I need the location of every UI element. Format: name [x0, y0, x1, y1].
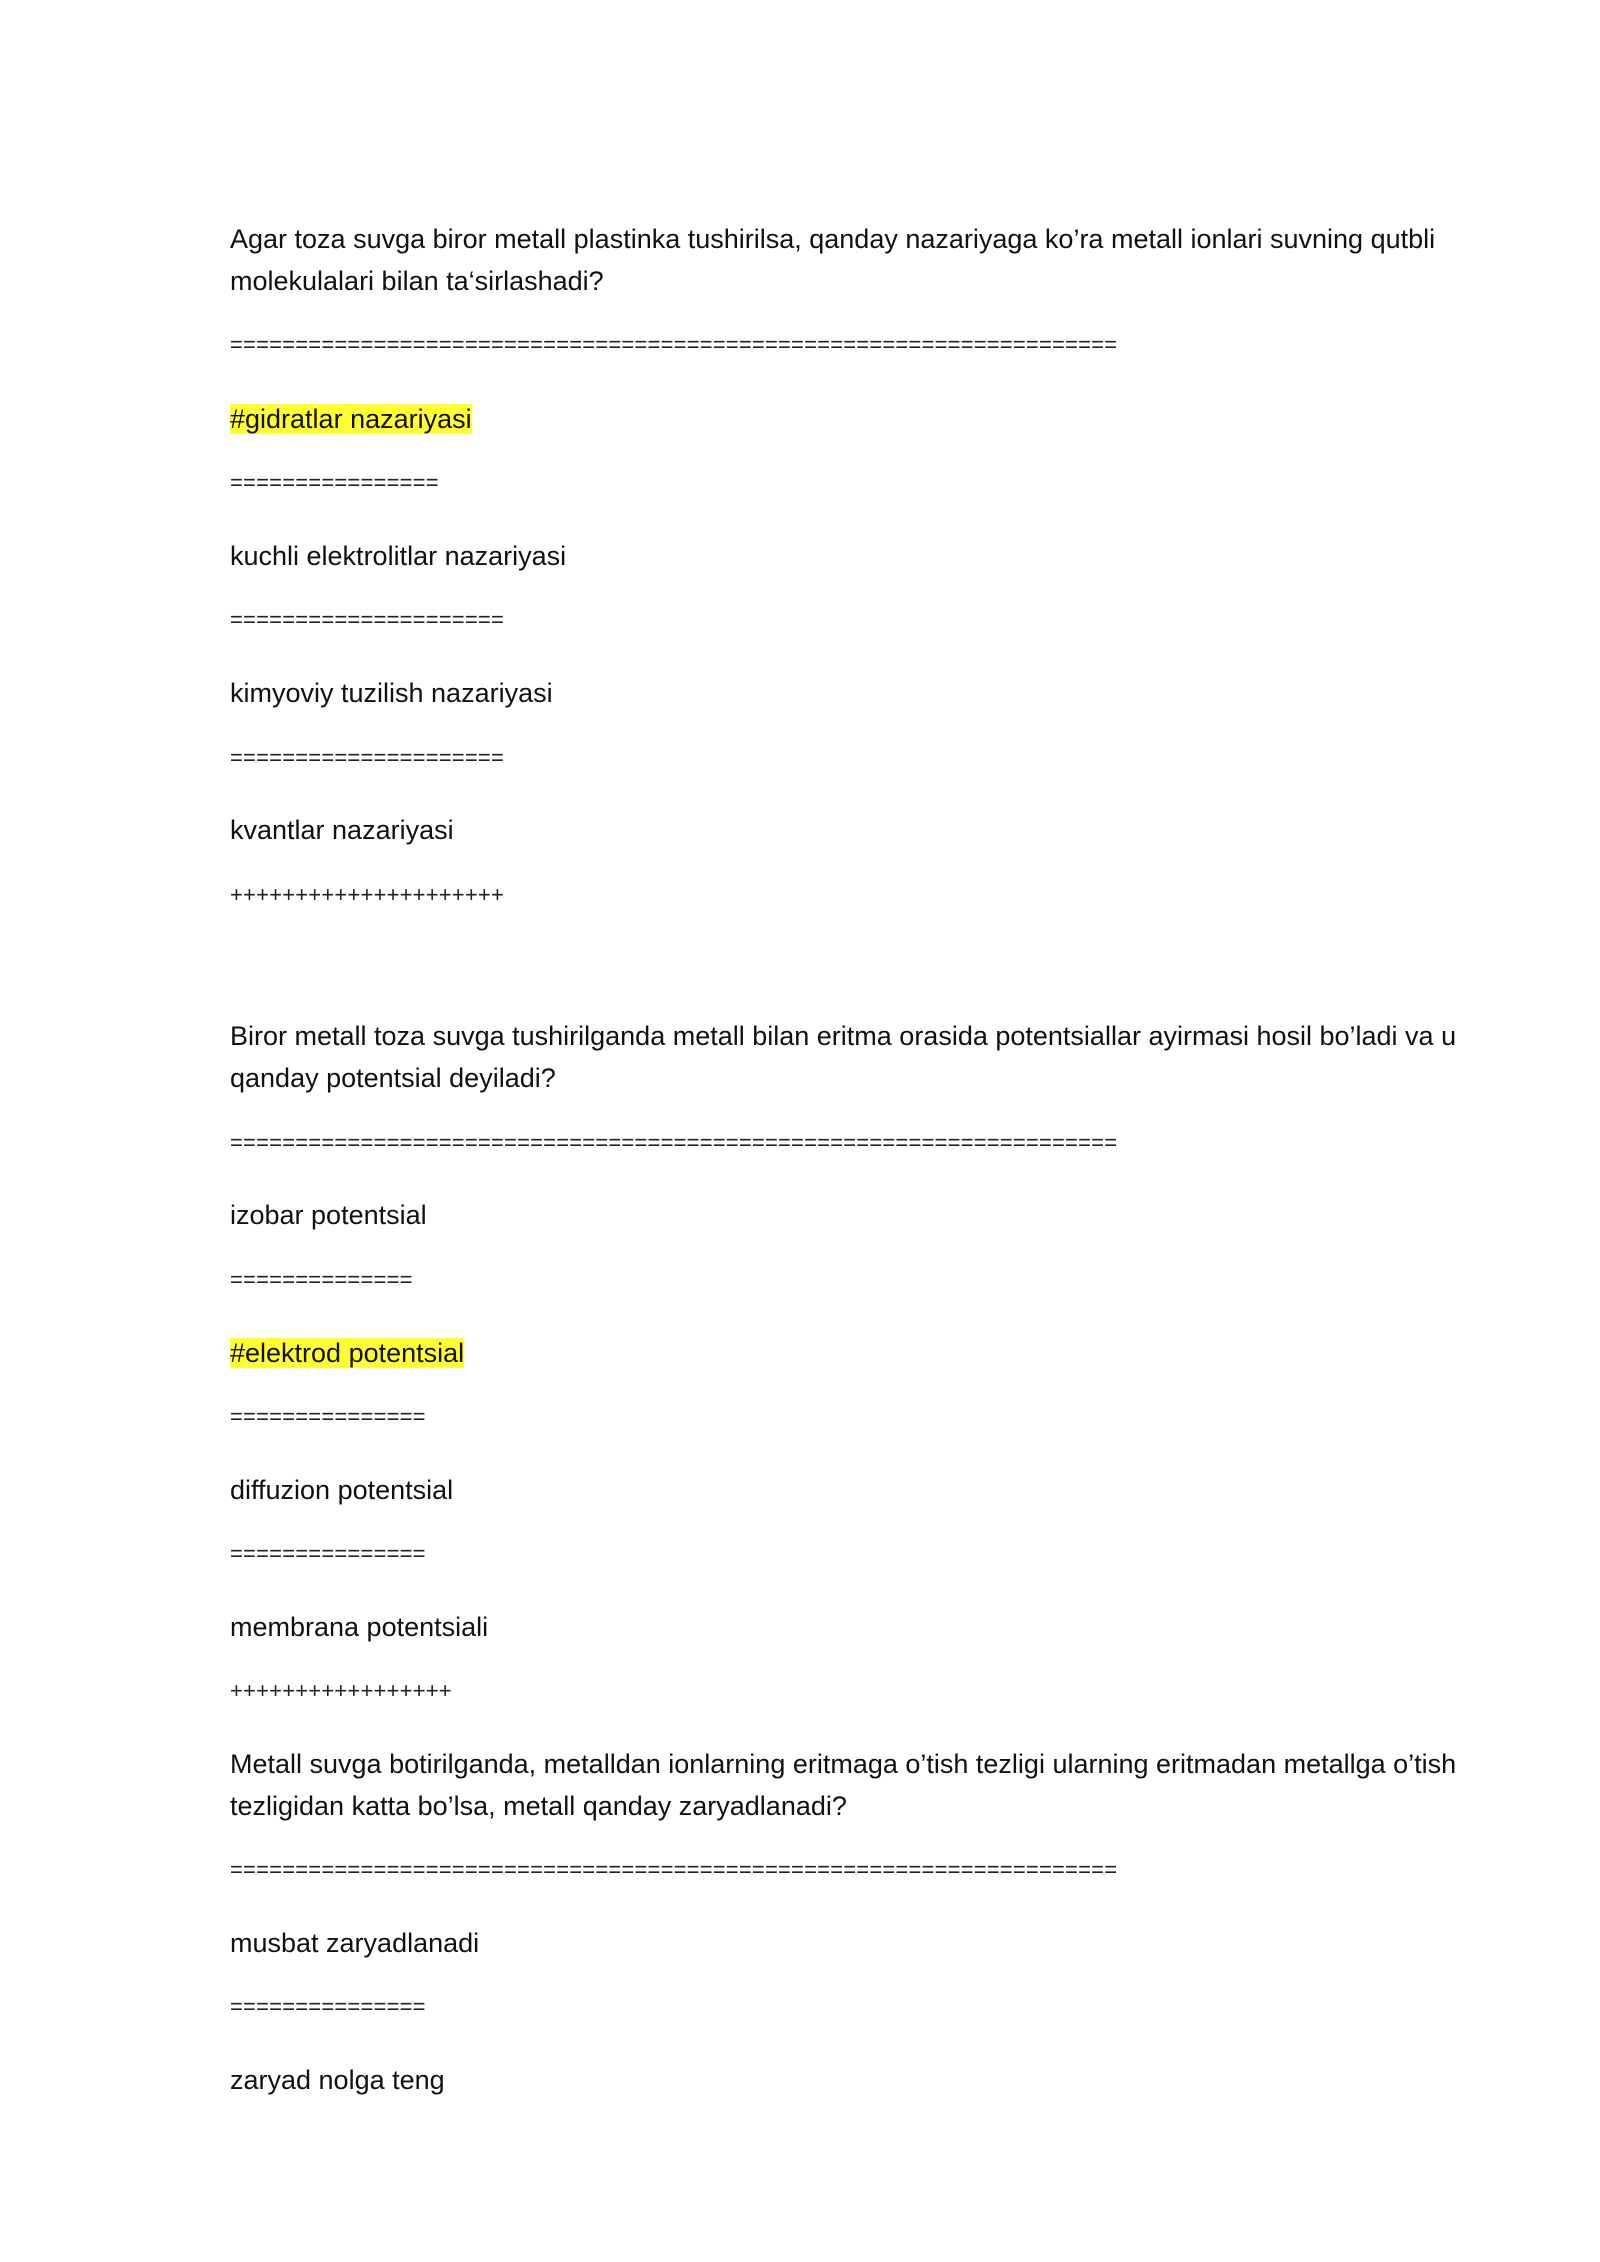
q1-option-3-separator: =====================: [230, 745, 505, 770]
correct-answer-highlight: #elektrod potentsial: [230, 1338, 465, 1368]
question-2-separator: ====================================================================: [230, 1130, 1118, 1155]
q2-option-3-separator: ===============: [230, 1541, 426, 1566]
q2-option-1: izobar potentsial: [230, 1200, 427, 1230]
q3-option-2: zaryad nolga teng: [230, 2065, 445, 2095]
q1-end-separator: +++++++++++++++++++++: [230, 882, 505, 907]
q2-option-1-separator: ==============: [230, 1267, 413, 1292]
q1-option-4: kvantlar nazariyasi: [230, 815, 454, 845]
correct-answer-highlight: #gidratlar nazariyasi: [230, 404, 472, 434]
q1-option-1-separator: ================: [230, 470, 439, 495]
question-3-separator: ====================================================================: [230, 1857, 1118, 1882]
q1-option-3: kimyoviy tuzilish nazariyasi: [230, 678, 553, 708]
q2-option-4: membrana potentsiali: [230, 1612, 489, 1642]
question-1-separator: ====================================================================: [230, 332, 1118, 357]
q3-option-1: musbat zaryadlanadi: [230, 1928, 480, 1958]
question-2-text: Biror metall toza suvga tushirilganda metall bilan eritma orasida potentsiallar ayirmasi hosil bo’ladi va u qanday potentsial deyiladi?: [230, 1021, 1457, 1093]
q1-option-2: kuchli elektrolitlar nazariyasi: [230, 541, 567, 571]
q3-option-1-separator: ===============: [230, 1994, 426, 2019]
q1-option-2-separator: =====================: [230, 607, 505, 632]
q2-end-separator: +++++++++++++++++: [230, 1678, 452, 1703]
question-1-text: Agar toza suvga biror metall plastinka tushirilsa, qanday nazariyaga ko’ra metall ionlari suvning qutbli molekulalari bilan ta‘sirlashadi?: [230, 224, 1436, 296]
q2-option-2-separator: ===============: [230, 1404, 426, 1429]
q2-option-2: [230, 1332, 464, 1374]
q2-option-3: diffuzion potentsial: [230, 1475, 454, 1505]
question-3-text: Metall suvga botirilganda, metalldan ionlarning eritmaga o’tish tezligi ularning eritmadan metallga o’tish tezligidan katta bo’lsa, metall qanday zaryadlanadi?: [230, 1749, 1457, 1821]
q1-option-1: [230, 398, 472, 440]
